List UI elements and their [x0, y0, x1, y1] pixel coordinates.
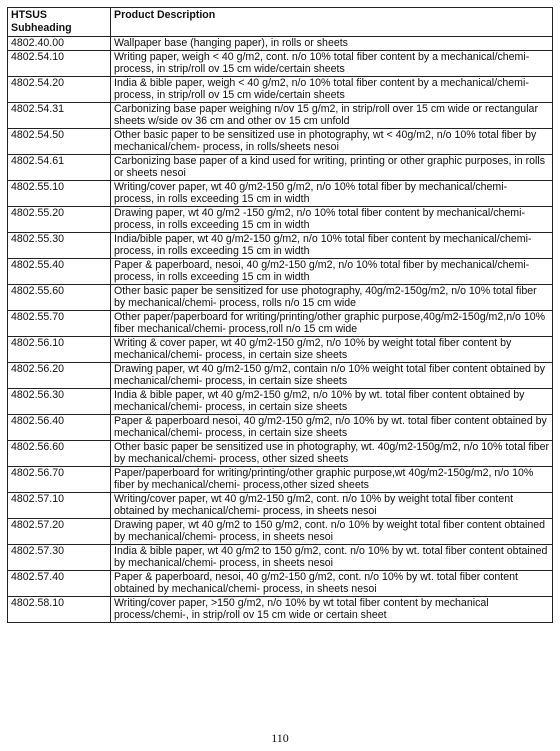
subheading-code: 4802.55.20 [8, 206, 111, 232]
table-row [8, 362, 553, 388]
table-row [8, 388, 553, 414]
subheading-code: 4802.55.70 [8, 310, 111, 336]
subheading-code: 4802.55.30 [8, 232, 111, 258]
product-description: Other basic paper to be sensitized use in photography, wt < 40g/m2, n/o 10% total fiber by mechanical/chem- process, in rolls/sheets nesoi [111, 128, 553, 154]
table-row [8, 258, 553, 284]
table-row [8, 232, 553, 258]
subheading-code: 4802.54.31 [8, 102, 111, 128]
header-row [8, 8, 553, 37]
subheading-code: 4802.57.10 [8, 492, 111, 518]
subheading-code: 4802.55.10 [8, 180, 111, 206]
table-row [8, 180, 553, 206]
header-code-line2: Subheading [11, 21, 72, 34]
subheading-code: 4802.58.10 [8, 596, 111, 622]
product-description: Drawing paper, wt 40 g/m2-150 g/m2, contain n/o 10% weight total fiber content obtained by mechanical/chemi- process, in certain size sheets [111, 362, 553, 388]
table-row [8, 102, 553, 128]
table-body [8, 37, 553, 623]
product-description: Paper & paperboard, nesoi, 40 g/m2-150 g/m2, n/o 10% total fiber by mechanical/chemi- process, in rolls exceeding 15 cm in width [111, 258, 553, 284]
subheading-code: 4802.40.00 [8, 37, 111, 51]
subheading-code: 4802.56.30 [8, 388, 111, 414]
table-row [8, 154, 553, 180]
subheading-code: 4802.54.20 [8, 76, 111, 102]
product-description: Writing/cover paper, >150 g/m2, n/o 10% by wt total fiber content by mechanical process/chemi-, in strip/roll ov 15 cm wide or certain sheet [111, 596, 553, 622]
table-row [8, 50, 553, 76]
htsus-table [7, 7, 553, 623]
table-row [8, 570, 553, 596]
product-description: India & bible paper, wt 40 g/m2-150 g/m2, n/o 10% by wt. total fiber content obtained by mechanical/chemi- process, in certain size sheets [111, 388, 553, 414]
table-row [8, 466, 553, 492]
product-description: Carbonizing base paper of a kind used for writing, printing or other graphic purposes, in rolls or sheets nesoi [111, 154, 553, 180]
subheading-code: 4802.56.70 [8, 466, 111, 492]
subheading-code: 4802.54.50 [8, 128, 111, 154]
table-row [8, 284, 553, 310]
table-row [8, 544, 553, 570]
table-row [8, 596, 553, 622]
product-description: India & bible paper, wt 40 g/m2 to 150 g/m2, cont. n/o 10% by wt. total fiber content obtained by mechanical/chemi- process, in sheets nesoi [111, 544, 553, 570]
table-row [8, 440, 553, 466]
header-product-description: Product Description [111, 8, 553, 37]
subheading-code: 4802.56.60 [8, 440, 111, 466]
header-htsus-subheading [8, 8, 111, 37]
header-code-line1: HTSUS [11, 9, 47, 21]
table-row [8, 492, 553, 518]
table-row [8, 37, 553, 51]
product-description: Other basic paper be sensitized for use photography, 40g/m2-150g/m2, n/o 10% total fiber by mechanical/chemi- process, rolls n/o 15 cm wide [111, 284, 553, 310]
table-row [8, 128, 553, 154]
product-description: Drawing paper, wt 40 g/m2 to 150 g/m2, cont. n/o 10% by weight total fiber content obtained by mechanical/chemi- process, in sheets nesoi [111, 518, 553, 544]
product-description: Paper/paperboard for writing/printing/other graphic purpose,wt 40g/m2-150g/m2, n/o 10% fiber by mechanical/chemi- process,other sized sheets [111, 466, 553, 492]
product-description: Writing/cover paper, wt 40 g/m2-150 g/m2, n/o 10% total fiber by mechanical/chemi- process, in rolls exceeding 15 cm in width [111, 180, 553, 206]
subheading-code: 4802.54.10 [8, 50, 111, 76]
product-description: India/bible paper, wt 40 g/m2-150 g/m2, n/o 10% total fiber content by mechanical/chemi- process, in rolls exceeding 15 cm in width [111, 232, 553, 258]
table-header [8, 8, 553, 37]
product-description: Writing/cover paper, wt 40 g/m2-150 g/m2, cont. n/o 10% by weight total fiber content obtained by mechanical/chemi- process, in sheets nesoi [111, 492, 553, 518]
table-row [8, 336, 553, 362]
product-description: India & bible paper, weigh < 40 g/m2, n/o 10% total fiber content by a mechanical/chemi- process, in strip/roll ov 15 cm wide/certain sheets [111, 76, 553, 102]
table-row [8, 206, 553, 232]
table-row [8, 518, 553, 544]
subheading-code: 4802.56.40 [8, 414, 111, 440]
product-description: Paper & paperboard nesoi, 40 g/m2-150 g/m2, n/o 10% by wt. total fiber content obtained by mechanical/chemi- process, in certain size sheets [111, 414, 553, 440]
product-description: Paper & paperboard, nesoi, 40 g/m2-150 g/m2, cont. n/o 10% by wt. total fiber content obtained by mechanical/chemi- process, in sheets nesoi [111, 570, 553, 596]
product-description: Other paper/paperboard for writing/printing/other graphic purpose,40g/m2-150g/m2,n/o 10% fiber mechanical/chemi- process,roll n/o 15 cm wide [111, 310, 553, 336]
subheading-code: 4802.54.61 [8, 154, 111, 180]
subheading-code: 4802.57.40 [8, 570, 111, 596]
table-row [8, 310, 553, 336]
product-description: Wallpaper base (hanging paper), in rolls or sheets [111, 37, 553, 51]
product-description: Writing paper, weigh < 40 g/m2, cont. n/o 10% total fiber content by a mechanical/chemi- process, in strip/roll ov 15 cm wide/certain sheets [111, 50, 553, 76]
subheading-code: 4802.55.60 [8, 284, 111, 310]
table-row [8, 76, 553, 102]
product-description: Other basic paper be sensitized use in photography, wt. 40g/m2-150g/m2, n/o 10% total fiber by mechanical/chemi- process, other sized sheets [111, 440, 553, 466]
page-number: 110 [271, 731, 289, 745]
table-row [8, 414, 553, 440]
subheading-code: 4802.56.20 [8, 362, 111, 388]
subheading-code: 4802.57.30 [8, 544, 111, 570]
subheading-code: 4802.56.10 [8, 336, 111, 362]
product-description: Drawing paper, wt 40 g/m2 -150 g/m2, n/o 10% total fiber content by mechanical/chemi- process, in rolls exceeding 15 cm in width [111, 206, 553, 232]
product-description: Writing & cover paper, wt 40 g/m2-150 g/m2, n/o 10% by weight total fiber content by mechanical/chemi- process, in certain size sheets [111, 336, 553, 362]
product-description: Carbonizing base paper weighing n/ov 15 g/m2, in strip/roll over 15 cm wide or rectangular sheets w/side ov 36 cm and other ov 15 cm unfold [111, 102, 553, 128]
subheading-code: 4802.57.20 [8, 518, 111, 544]
subheading-code: 4802.55.40 [8, 258, 111, 284]
